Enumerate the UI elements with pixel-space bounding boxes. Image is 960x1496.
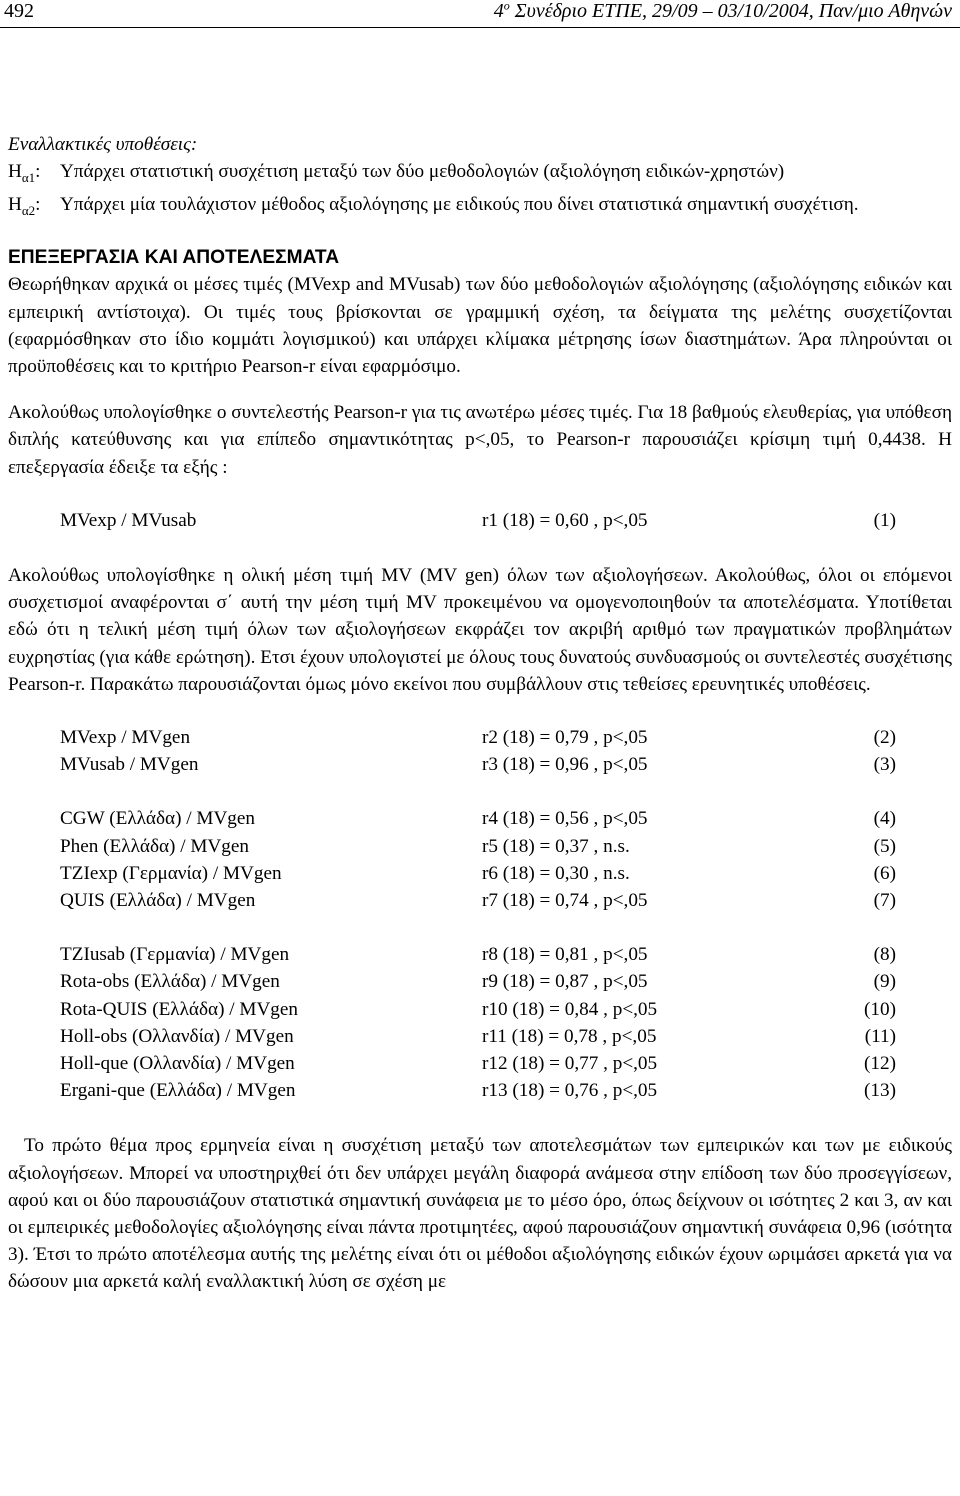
equation-result: r2 (18) = 0,79 , p<,05 [482,727,648,749]
equation-variables: TZIusab (Γερμανία) / MVgen [60,944,290,966]
hypothesis-2-text: Υπάρχει μία τουλάχιστον μέθοδος αξιολόγησης με ειδικούς που δίνει στατιστικά σημαντική συσχέτιση. [60,194,859,216]
equation-number: (7) [873,890,896,912]
equation-variables: Holl-obs (Ολλανδία) / MVgen [60,1025,294,1047]
equation-number: (5) [873,835,896,857]
equation-row [8,751,952,778]
equation-row [8,833,952,860]
equation-variables: Ergani-que (Ελλάδα) / MVgen [60,1080,296,1102]
header-rule [0,27,960,28]
page-number: 492 [4,0,34,22]
equation-variables: MVusab / MVgen [60,754,199,776]
equation-result: r9 (18) = 0,87 , p<,05 [482,971,648,993]
equation-variables: MVexp / MVgen [60,727,191,749]
equation-result: r12 (18) = 0,77 , p<,05 [482,1052,658,1074]
equation-variables: MVexp / MVusab [60,509,197,531]
paragraph-4: Το πρώτο θέμα προς ερμηνεία είναι η συσχέτιση μεταξύ των αποτελεσμάτων των εμπειρικών και των με ειδικούς αξιολογήσεων. Μπορεί να υποστηριχθεί ότι δεν υπάρχει μεγάλη διαφορά ανάμεσα στην επίδοση των δύο προσεγγίσεων, αφού και οι δύο παρουσιάζουν στατιστικά σημαντική συνάφεια με το μέσο όρο, όπως δείχνουν οι ισότητες 2 και 3, αν και οι εμπειρικές μεθοδολογίες αξιολόγησης είναι πάντα προτιμητέες, αφού παρουσιάζουν σημαντική συνάφεια 0,96 (ισότητα 3). Έτσι το πρώτο αποτέλεσμα αυτής της μελέτης είναι ότι οι μέθοδοι αξιολόγησης ειδικών έχουν ωριμάσει αρκετά για να δώσουν μια αρκετά καλή εναλλακτική λύση σε σχέση με [8,1135,952,1293]
equation-number: (6) [873,862,896,884]
equation-result: r13 (18) = 0,76 , p<,05 [482,1080,658,1102]
equation-variables: Rota-QUIS (Ελλάδα) / MVgen [60,998,298,1020]
equation-number: (9) [873,971,896,993]
paragraph-2: Ακολούθως υπολογίσθηκε ο συντελεστής Pearson-r για τις ανωτέρω μέσες τιμές. Για 18 βαθμούς ελευθερίας, για υπόθεση διπλής κατεύθυνσης και για επίπεδο σημαντικότητας p<,05, το Pearson-r παρουσιάζει κρίσιμη τιμή 0,4438. Η επεξεργασία έδειξε τα εξής : [8,402,952,478]
equation-row [8,968,952,995]
equation-number: (10) [864,998,896,1020]
equation-row [8,860,952,887]
equation-row [8,1023,952,1050]
equation-number: (12) [864,1052,896,1074]
equation-number: (4) [873,808,896,830]
equation-number: (13) [864,1080,896,1102]
equation-number: (1) [873,509,896,531]
equation-group-1 [8,724,952,778]
equation-row [8,941,952,968]
equation-variables: Phen (Ελλάδα) / MVgen [60,835,249,857]
equation-row [8,996,952,1023]
equation-row [8,887,952,914]
equation-result: r5 (18) = 0,37 , n.s. [482,835,630,857]
page-body [8,131,952,1296]
equation-row [8,724,952,751]
equation-result: r7 (18) = 0,74 , p<,05 [482,890,648,912]
equation-variables: Rota-obs (Ελλάδα) / MVgen [60,971,280,993]
hypothesis-1-text: Υπάρχει στατιστική συσχέτιση μεταξύ των δύο μεθοδολογιών (αξιολόγηση ειδικών-χρηστών) [60,161,785,183]
conference-title: $4^o$ Συνέδριο ΕΤΠΕ, 29/09 – 03/10/2004, Παν/μιο Αθηνών [493,0,952,22]
equation-number: (3) [873,754,896,776]
equation-result: r6 (18) = 0,30 , n.s. [482,862,630,884]
equation-row [8,805,952,832]
running-header [0,0,960,24]
equation-result: r8 (18) = 0,81 , p<,05 [482,944,648,966]
hypothesis-1 [8,158,952,191]
hypothesis-2-label: $H_{\alpha 2}$: [8,194,41,219]
equation-number: (2) [873,727,896,749]
hypothesis-2 [8,191,952,224]
equation-variables: Holl-que (Ολλανδία) / MVgen [60,1052,295,1074]
hypotheses-intro: Εναλλακτικές υποθέσεις: [8,134,198,155]
equation-result: r11 (18) = 0,78 , p<,05 [482,1025,657,1047]
equation-result: r4 (18) = 0,56 , p<,05 [482,808,648,830]
equation-variables: CGW (Ελλάδα) / MVgen [60,808,256,830]
equation-number: (11) [864,1025,896,1047]
equation-row [8,1077,952,1104]
equation-number: (8) [873,944,896,966]
section-heading: ΕΠΕΞΕΡΓΑΣΙΑ ΚΑΙ ΑΠΟΤΕΛΕΣΜΑΤΑ [8,247,340,269]
equation-group-3 [8,941,952,1104]
equation-group-2 [8,805,952,914]
equation-row [8,507,952,534]
paragraph-1: Θεωρήθηκαν αρχικά οι μέσες τιμές (MVexp and MVusab) των δύο μεθοδολογιών αξιολόγησης (αξιολόγησης ειδικών και εμπειρική αντίστοιχα). Οι τιμές τους βρίσκονται σε γραμμική σχέση, τα δείγματα της μελέτης συσχετίζονται (εφαρμόσθηκαν στο ίδιο κομμάτι λογισμικού) και υπάρχει κλίμακα μέτρησης ίσων διαστημάτων. Άρα πληρούνται οι προϋποθέσεις και το κριτήριο Pearson-r είναι εφαρμόσιμο. [8,274,952,378]
paragraph-3: Ακολούθως υπολογίσθηκε η ολική μέση τιμή MV (MV gen) όλων των αξιολογήσεων. Ακολούθως, όλοι οι επόμενοι συσχετισμοί αναφέρονται σ΄ αυτή την μέση τιμή MV προκειμένου να ομογενοποιηθούν τα αποτελέσματα. Υποτίθεται εδώ ότι η τελική μέση τιμή όλων των αξιολογήσεων εκφράζει τον ακριβή αριθμό των πραγματικών προβλημάτων ευχρηστίας (για κάθε ερώτηση). Ετσι έχουν υπολογιστεί με όλους τους δυνατούς συνδυασμούς οι συντελεστές συσχέτισης Pearson-r. Παρακάτω παρουσιάζονται όμως μόνο εκείνοι που συμβάλλουν στις τεθείσες ερευνητικές υποθέσεις. [8,565,952,695]
equation-variables: QUIS (Ελλάδα) / MVgen [60,890,256,912]
equation-row [8,1050,952,1077]
equation-result: r10 (18) = 0,84 , p<,05 [482,998,658,1020]
hypothesis-1-label: $H_{\alpha 1}$: [8,161,41,186]
equation-result: r3 (18) = 0,96 , p<,05 [482,754,648,776]
equation-variables: TZIexp (Γερμανία) / MVgen [60,862,282,884]
equation-result: r1 (18) = 0,60 , p<,05 [482,509,648,531]
